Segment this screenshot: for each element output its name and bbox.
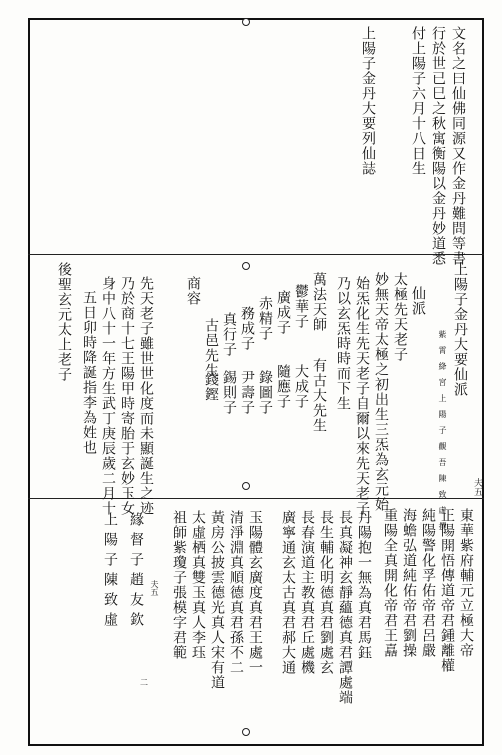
panel2-line-1: 太極先天老子 [392, 272, 408, 362]
panel2-line-4: 乃以玄炁時時而下生 [335, 276, 351, 411]
name-suiyingzi: 隨應子 [275, 364, 291, 409]
binding-hole-bottom [242, 728, 250, 736]
name-guangchengzi: 廣成子 [275, 290, 291, 335]
panel2-line-3: 始炁化生先天老子自爾以來先天老子 [354, 276, 370, 516]
bio-line-2: 乃於商十七王陽甲時寄胎于玄妙玉女 [119, 276, 135, 516]
panel3-top-line-5: 重陽全真開化帝君王嚞 [382, 508, 398, 658]
panel3-top-line-3: 純陽警化孚佑帝君呂嚴 [420, 508, 436, 658]
panel2-author: 紫 霄 絳 宮 上 陽 子 觀 吾 陳 致 虛 撰 [438, 330, 447, 530]
panel3-mid-line-7: 清淨淵真順德真君孫不二 [228, 510, 244, 675]
panel1-line-2: 行於世已巳之秋寓衡陽以金丹妙道悉 [430, 26, 446, 266]
name-chijingzi: 赤精子 [257, 296, 273, 341]
panel3-end-line-2: 上陽子陳致虛 [102, 512, 118, 632]
panel2-line-2: 妙無天帝太極之初出生三炁為玄元始 [373, 272, 389, 512]
name-shangrong: 商容 [185, 276, 201, 306]
panel3-mid-line-5: 廣寧通玄太古真君郝大通 [280, 510, 296, 675]
name-lutuzi: 錄圖子 [257, 370, 273, 415]
panel2-title: 上陽子金丹大要仙派 [452, 262, 468, 397]
bio-line-4: 五日卯時降誕指李為姓也 [81, 290, 97, 455]
bio-line-3: 身中八十一年方生武丁庚辰歲二月十 [100, 276, 116, 516]
panel3-mid-line-10: 祖師紫瓊子張模字君範 [171, 510, 187, 660]
name-yougu-daxiansheng: 有古大先生 [311, 358, 327, 433]
binding-hole-top [242, 18, 250, 26]
page-number: 二 [140, 678, 148, 687]
binding-hole-middle-upper [242, 262, 250, 270]
panel-divider-upper [28, 254, 484, 255]
panel2-volume-mark: 夫五 [472, 478, 482, 496]
name-xizezi: 錫則子 [221, 370, 237, 415]
panel1-line-3: 付上陽子六月十八日生 [410, 26, 426, 176]
panel2-final-line: 後聖玄元太上老子 [56, 262, 72, 382]
panel-divider-lower [28, 498, 484, 499]
panel3-mid-line-9: 太虛栖真雙玉真人李珏 [190, 510, 206, 660]
panel2-subtitle: 仙派 [410, 286, 426, 316]
panel1-title: 上陽子金丹大要列仙誌 [360, 26, 376, 176]
panel3-mid-line-3: 長生輔化明德真君劉處玄 [318, 510, 334, 675]
name-yuhuazi: 鬱華子 [293, 284, 309, 329]
name-guyi-xiansheng: 古邑先生 [203, 318, 219, 378]
panel3-small-mark: 夫五 [150, 580, 159, 596]
name-zhenxingzi: 真行子 [221, 312, 237, 357]
bio-line-1: 先天老子雖世世化度而未顯誕生之迹 [138, 276, 154, 516]
name-yinshouzi: 尹壽子 [239, 370, 255, 415]
panel3-top-line-2: 正陽開悟傳道帝君鍾離權 [439, 508, 455, 673]
panel3-mid-line-4: 長春演道主教真君丘處機 [299, 510, 315, 675]
name-qiankeng: 錢鏗 [203, 372, 219, 402]
name-dachengzi: 大成子 [293, 364, 309, 409]
binding-hole-middle-lower [242, 482, 250, 490]
panel3-top-line-4: 海蟾弘道純佑帝君劉操 [401, 508, 417, 658]
panel3-mid-line-1: 丹陽抱一無為真君馬鈺 [356, 510, 372, 660]
panel1-line-1: 文名之曰仙佛同源又作金丹難問等書 [450, 26, 466, 266]
panel3-end-line-1: 緣督子趙友欽 [128, 512, 144, 632]
panel3-mid-line-2: 長真凝神玄靜蘊德真君譚處端 [337, 510, 353, 705]
panel3-top-line-1: 東華紫府輔元立極大帝 [458, 508, 474, 658]
panel3-mid-line-6: 玉陽體玄廣度真君王處一 [247, 510, 263, 675]
name-wuchengzi: 務成子 [239, 306, 255, 351]
panel3-mid-line-8: 黃房公披雲德光真人宋有道 [209, 510, 225, 690]
name-wanfa-tianshi: 萬法天師 [311, 272, 327, 332]
